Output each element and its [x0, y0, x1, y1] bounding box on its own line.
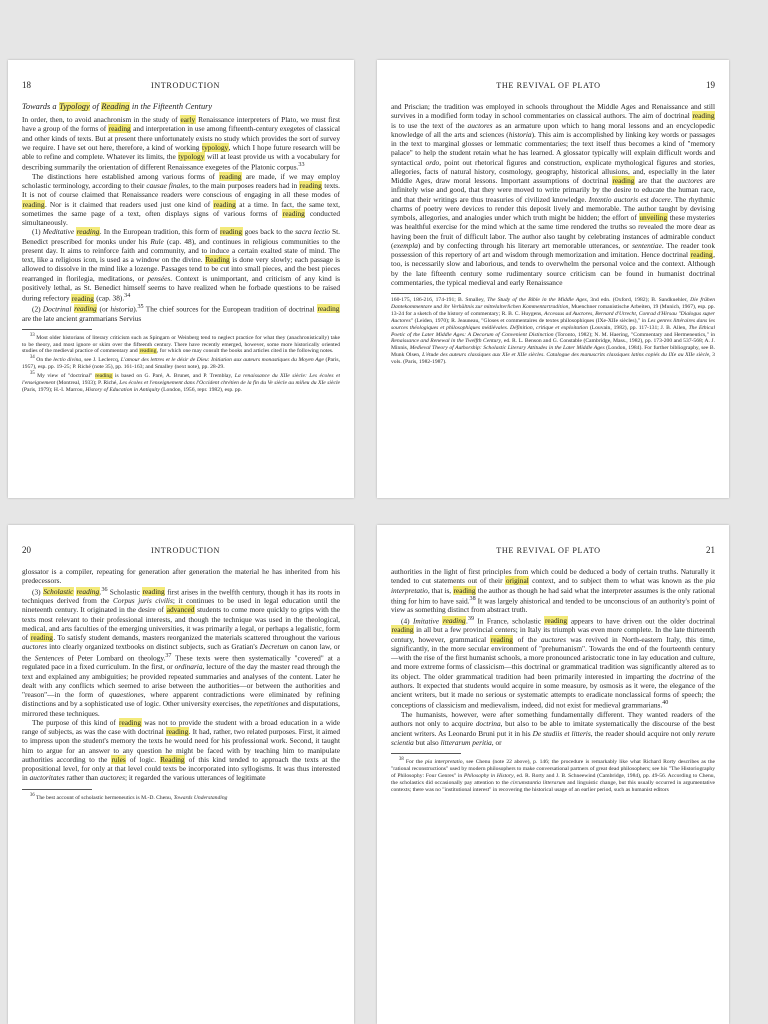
- running-title: INTRODUCTION: [150, 81, 221, 90]
- footnote: $^{38}$ For the pia interpretatio, see Chenu (note 22 above), p. 146; the procedure is remarkably like what Richard Rorty describes as the "rational reconstructions" used by modern philosophers to make conversational partners of great dead philosophers; see his "The Historiography of Philosophy: Four Genres" in Philosophy in History, ed. R. Rorty and J. B. Schneewind (Cambridge, 1984), pp. 49-56. According to Chenu, the scholastics did occasionally pay attention to the circumstantia litterarum and linguistic change, but this usually occurred in argumentative contexts; there was no "institutional interest" in recovering the historical usage of an earlier period, such as humanist editors: [391, 757, 715, 793]
- highlight: reading: [282, 208, 305, 218]
- highlight: original: [505, 576, 529, 586]
- highlight: reading: [544, 616, 568, 626]
- paragraph: (1) Meditative reading. In the European tradition, this form of reading goes back to the sacra lectio St. Benedict prescribed for monks under his Rule (cap. 48), and continues in religious communities to the present day. It aims to reinforce faith and community, and to induce a certain exalted state of mind. The text, like a religious icon, is used as a window on the divine. Reading is done very slowly; each passage is allowed to dissolve in the mind like a lozenge. Passages tend to be cut into small pieces, and the best pieces rearranged in florilegia, meditations, or pensées. Context is unimportant, and criticism of any kind is positively lethal, as St. Benedict himself seems to have realized when he forbade questions to be raised during refectory reading (cap. 38).$^{34}$: [22, 227, 340, 303]
- highlight: reading: [317, 304, 340, 314]
- book-page-19: [377, 60, 729, 498]
- highlight: typology: [202, 142, 229, 152]
- highlight: early: [180, 115, 196, 124]
- highlight: Scholastic: [43, 586, 74, 596]
- highlight: reading: [166, 727, 189, 737]
- book-page-21: [377, 525, 729, 1024]
- paragraph: (3) Scholastic reading.$^{36}$ Scholastic reading first arises in the twelfth century, though it has its roots in techniques derived from the Corpus juris civilis; it continues to be used in legal education until the nineteenth century. It originated in the desire of advanced students to come more quickly to grips with the texts most relevant to their professional interests, and though the technique was used in the theological, medical, and arts faculties of the emerging universities, it was primarily a legal, or perhaps a legalistic, form of reading. To satisfy student demands, masters reorganized the materials scattered throughout the various auctores into clearly organized textbooks on distinct subjects, such as Gratian's Decretum on canon law, or the Sentences of Peter Lombard on theology.$^{37}$ These texts were then systematically "covered" at a regulated pace in a fixed curriculum. In the first, or ordinaria, lecture of the day the master read through the text and explained any ambiguities; he provided repeated summaries and analyses of the content. Later he dealt with any conflicts which seemed to arise between the authorities—or between the authorities and "reason"—in the form of quaestiones, where apparent contradictions were eliminated by refining distinctions and by a sophisticated use of logic. Other university exercises, the repetitiones and disputations, mirrored these techniques.: [22, 586, 340, 718]
- page-body: [391, 80, 715, 498]
- page-body: [22, 545, 340, 1024]
- highlight: reading: [142, 586, 165, 596]
- paragraph: The purpose of this kind of reading was not to provide the student with a broad education in a wide range of subjects, as was the case with doctrinal reading. It had, rather, two related purposes. First, it aimed to impress upon the student's memory the texts he would need for his professional work. Second, it taught him to argue for an answer to any question he might be faced with by teaching him to manipulate authorities according to the rules of logic. Reading of this kind tended to approach the texts at the propositional level, for only at that level could texts be incorporated into syllogisms. It was thus interested in auctoritates rather than auctores; it regarded the various utterances of legitimate: [22, 717, 340, 783]
- highlight: reading: [220, 227, 243, 237]
- highlight: reading: [299, 181, 322, 191]
- highlight: reading: [690, 250, 713, 259]
- highlight: reading: [213, 199, 236, 209]
- footnote-rule: [22, 329, 92, 330]
- highlight: Reading: [101, 102, 130, 111]
- paragraph: glossator is a compiler, repeating for generation after generation the material he has inherited from his predecessors.: [22, 567, 340, 586]
- highlight: reading: [22, 199, 45, 209]
- highlight: reading: [139, 348, 157, 355]
- highlight: reading: [30, 633, 53, 643]
- highlight: reading: [219, 171, 242, 181]
- highlight: reading: [442, 616, 466, 626]
- highlight: advanced: [166, 605, 195, 615]
- footnote: 160-175, 186-216, 174-191; B. Smalley, The Study of the Bible in the Middle Ages, 3nd edn. (Oxford, 1982); B. Sandkuehler, Die frühen Dantekommentare und ihr Verhältnis zur mittelalterlichen Kommentartradition, Muenchner romanistische Arbeiten, 19 (Munich, 1967), esp. pp. 13-24 for a sketch of the history of commentary; R. B. C. Huygens, Accessus ad Auctores, Bernard d'Utrecht, Conrad d'Hirsau "Dialogus super Auctores" (Leiden, 1970); R. Jeauneau, "Gloses et commentaires de textes philosophiques (IXe-XIIe siècles)," in Les genres littéraires dans les sources théologiques et philosophiques médiévales. Définition, critique et exploitation (Louvain, 1982), pp. 117-131; J. B. Allen, The Ethical Poetic of the Later Middle Ages: A Decorum of Convenient Distinction (Toronto, 1982); N. M. Haering, "Commentary and Hermeneutics," in Renaissance and Renewal in the Twelfth Century, ed. R. L. Benson and G. Constable (Cambridge, Mass., 1982), pp. 173-200 and 537-568; A. J. Minnis, Medieval Theory of Authorship: Scholastic Literary Attitudes in the Later Middle Ages (London, 1984). For further bibliography, see B. Munk Olsen, L'étude des auteurs classiques aux XIe et XIIe siècles. Catalogue des manuscrits classiques latins copiés du IXe au XIIe siècle, 3 vols. (Paris, 1982-1987).: [391, 297, 715, 366]
- highlight: reading: [95, 372, 113, 379]
- highlight: reading: [74, 304, 97, 314]
- page-number: 21: [705, 545, 715, 555]
- highlight: reading: [76, 586, 100, 596]
- paragraph: authorities in the light of first principles from which could be deduced a body of certain truths. Naturally it tended to cut statements out of their original context, and to subject them to what was known as the pia interpretatio, that is, reading the author as though he had said what the interpreter assumes is the only rational thing for him to have said.$^{38}$ It was largely ahistorical and tended to be unconscious of an authority's point of view as something distinct from abstract truth.: [391, 567, 715, 615]
- section-title: Towards a Typology of Reading in the Fifteenth Century: [22, 102, 213, 111]
- paragraph: The distinctions here established among various forms of reading are made, if we may employ scholastic terminology, according to their causae finales, to the main purposes readers had in reading texts. It is not of course claimed that Renaissance readers were conscious of engaging in all these modes of reading. Nor is it claimed that readers used just one kind of reading at a time. In fact, the same text, sometimes the same page of a text, often displays signs of various forms of reading conducted simultaneously.: [22, 171, 340, 228]
- highlight: reading: [612, 176, 635, 185]
- highlight: reading: [692, 111, 715, 121]
- highlight: rules: [111, 754, 126, 764]
- footnote-rule: [22, 789, 92, 790]
- running-title: THE REVIVAL OF PLATO: [496, 546, 601, 555]
- footnote-rule: [391, 753, 461, 754]
- footnote-rule: [391, 293, 461, 294]
- paragraph: and Priscian; the tradition was employed in schools throughout the Middle Ages and Renaissance and still survives in a modified form today in school commentaries on classical authors. The aim of doctrinal reading is to use the text of the auctores as an armature upon which to hang moral lessons and an encyclopedic knowledge of all the arts and sciences (historia). This aim is accomplished by linking key words or passages in the text to marginal glosses or lemmatic commentaries; the text itself thus becomes a kind of "memory palace" to help the student retain what he has learned. A glossator typically will explain difficult words and syntactical ordo, point out rhetorical figures and construction, explicate mythological figures and stories, allegories, facts of natural history, cosmology, geography, historical allusions, and, especially in the later Middle Ages, draw moral lessons. Important assumptions of doctrinal reading are that the auctores are infinitely wise and good, that they were moved to write primarily by the desire to educate the human race, and that their writings are thus treasuries of civilized knowledge. Intentio auctoris est docere. The rhythmic charms of poetry were devices to render this deposit lively and memorable. The author taught by devising symbols, allegories, and analogies under which truth might be hidden; the effort of unveiling these mysteries was healthful exercise for the mind which at the same time rendered the truths so revealed the more dear as having been the fruit of difficult labor. The author also taught by celebrating instances of admirable conduct (exempla) and by confecting through his literary art memorable utterances, or sententiae. The reader took possession of this repertory of art and wisdom through memorization and imitation. Hence doctrinal reading, too, is necessarily slow and laborious, and tends to overwhelm the personal voice and the context. Although by the late fifteenth century some rudimentary source criticism can be found in humanist doctrinal commentaries, the typical medieval and early Renaissance: [391, 102, 715, 287]
- paragraph: (2) Doctrinal reading (or historia).$^{35}$ The chief sources for the European tradition of doctrinal reading are the late ancient grammarians Servius: [22, 303, 340, 323]
- highlight: reading: [490, 634, 513, 644]
- book-page-18: [8, 60, 354, 498]
- running-title: THE REVIVAL OF PLATO: [496, 81, 601, 90]
- highlight: unveiling: [639, 213, 668, 222]
- footnote: $^{36}$ The best account of scholastic hermeneutics is M.-D. Chenu, Towards Understanding: [30, 792, 228, 801]
- running-head: [22, 80, 340, 90]
- running-head: [22, 545, 340, 555]
- paragraph: (4) Imitative reading.$^{39}$ In France, scholastic reading appears to have driven out the older doctrinal reading in all but a few provincial centers; in Italy its triumph was even more complete. In the late thirteenth century, however, grammatical reading of the auctores was revived in North-eastern Italy, this time, significantly, in the more secular environment of "prehumanism". Towards the end of the fourteenth century—with the rise of the first humanist schools, a more pronounced aristocratic tone in lay education and culture, and more extreme forms of classicism—this doctrinal or grammatical tradition was significantly altered as to its object. The older grammatical tradition had been primarily interested in imparting the doctrina of the authors. It expected that students would acquire in some measure, by osmosis as it were, the elegance of the ancient writers, but it made no serious or systematic attempts to eradicate nonclassical forms of speech; the conceptions of classicism and medievalism, indeed, did not exist for medieval grammarians.$^{40}$: [391, 615, 715, 710]
- running-title: INTRODUCTION: [150, 546, 221, 555]
- highlight: reading: [119, 717, 142, 727]
- footnote: $^{34}$ On the lectio divina, see J. Leclercq, L'amour des lettres et le désir de Dieu: Initiation aux auteurs monastiques du Moyen Age (Paris, 1957), esp. pp. 19-25; P. Riché (note 35), pp. 161-163; and Smalley (next note), pp. 28-29.: [22, 355, 340, 371]
- paragraph: In order, then, to avoid anachronism in the study of early Renaissance interpreters of Plato, we must first have a group of the forms of reading and interpretation in use among fifteenth-century exegetes of classical and other kinds of texts. But at present there unfortunately exists no study which provides the sort of survey we require. I have set out here, therefore, a kind of working typology, which I hope future research will be able to refine and complete. Whatever its limits, the typology will at least provide us with a vocabulary for describing summarily the orientation of different Renaissance exegetes of the Platonic corpus.$^{33}$: [22, 115, 340, 172]
- footnote: $^{35}$ My view of "doctrinal" reading is based on G. Paré, A. Brunet, and P. Tremblay, La renaissance du XIIe siècle: Les écoles et l'enseignement (Montreal, 1933); P. Riché, Les écoles et l'enseignement dans l'Occident chrétien de la fin du Ve siècle au milieu du XIe siècle (Paris, 1979); H.-I. Marrou, History of Education in Antiquity (London, 1956, repr. 1982), esp. pp.: [22, 371, 340, 393]
- highlight: Reading: [205, 255, 230, 265]
- page-number: 18: [22, 80, 31, 90]
- book-page-20: [8, 525, 354, 1024]
- page-body: [22, 80, 340, 498]
- running-head: [391, 545, 715, 555]
- highlight: reading: [108, 124, 131, 134]
- highlight: reading: [391, 625, 414, 635]
- highlight: Reading: [160, 754, 185, 764]
- running-head: [391, 80, 715, 90]
- highlight: reading: [76, 227, 100, 237]
- highlight: reading: [71, 293, 94, 303]
- page-body: [391, 545, 715, 1024]
- footnote: $^{33}$ Most older historians of literary criticism such as Spingarn or Weinberg tend to neglect practice for what they (anachronistically) take to be theory, and most ignore or skim over the fifteenth century. There have recently emerged, however, some more historically oriented studies of the medieval practice of commentary and reading, for which one may consult the books and articles cited in the following notes.: [22, 332, 340, 355]
- highlight: reading: [453, 585, 476, 595]
- page-number: 19: [705, 80, 715, 90]
- highlight: typology: [178, 152, 205, 161]
- page-number: 20: [22, 545, 31, 555]
- paragraph: The humanists, however, were after something fundamentally different. They wanted readers of the authors not only to acquire doctrina, but also to be able to imitate systematically the discourse of the best ancient writers. As Leonardo Bruni put it in his De studiis et litteris, the reader should acquire not only rerum scientia but also litterarum peritia, or: [391, 710, 715, 747]
- highlight: Typology: [59, 102, 90, 111]
